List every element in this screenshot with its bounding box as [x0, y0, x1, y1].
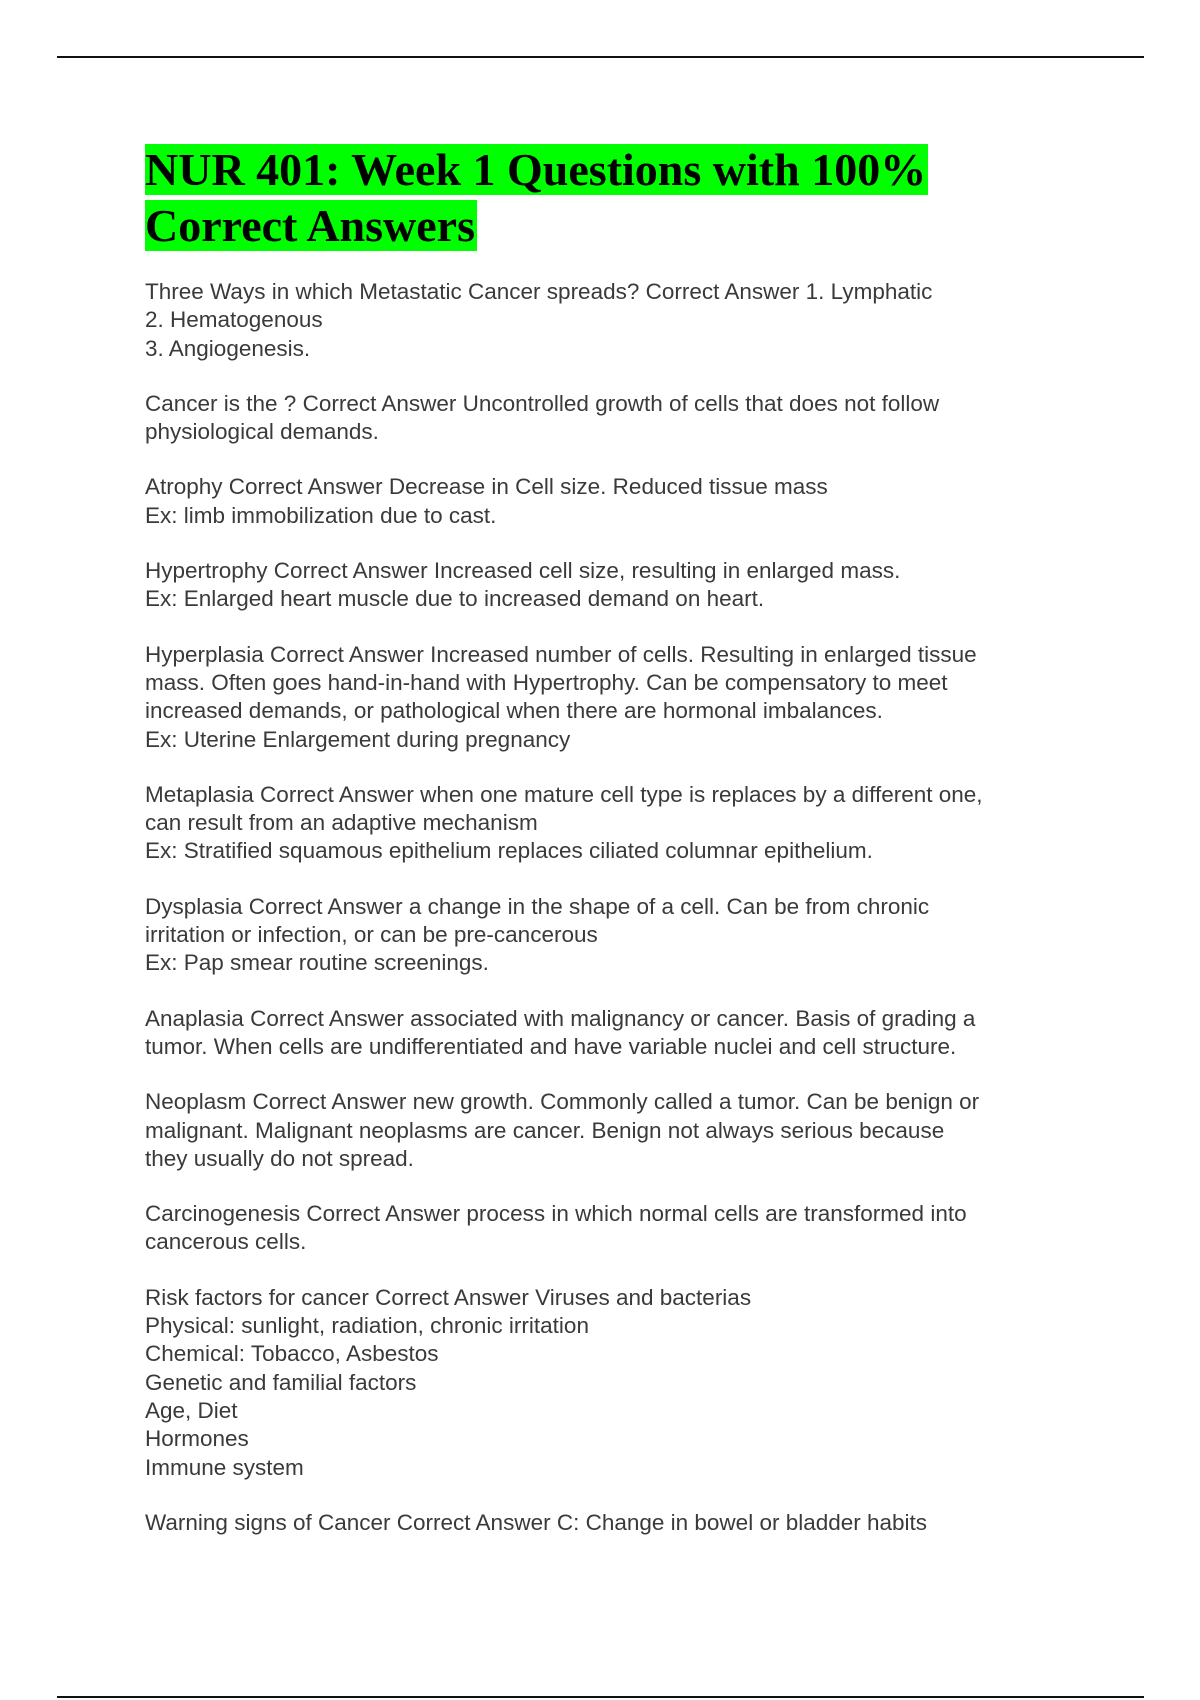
qa-item	[145, 641, 1065, 754]
qa-line: Atrophy Correct Answer Decrease in Cell size. Reduced tissue mass	[145, 474, 828, 500]
qa-line: Hypertrophy Correct Answer Increased cell size, resulting in enlarged mass.	[145, 558, 901, 584]
qa-line: Chemical: Tobacco, Asbestos	[145, 1341, 439, 1367]
qa-line: Neoplasm Correct Answer new growth. Commonly called a tumor. Can be benign or	[145, 1089, 980, 1115]
qa-line: Immune system	[145, 1454, 304, 1480]
document-title	[145, 142, 1065, 254]
qa-line: Ex: Stratified squamous epithelium replaces ciliated columnar epithelium.	[145, 838, 873, 864]
qa-item	[145, 893, 1065, 978]
qa-line: Hyperplasia Correct Answer Increased number of cells. Resulting in enlarged tissue	[145, 641, 977, 667]
qa-item	[145, 390, 1065, 447]
qa-item	[145, 1200, 1065, 1257]
qa-item	[145, 1509, 1065, 1537]
title-highlight	[145, 144, 928, 251]
qa-line: mass. Often goes hand-in-hand with Hypertrophy. Can be compensatory to meet	[145, 669, 948, 695]
document-body	[145, 142, 1065, 1564]
qa-line: Metaplasia Correct Answer when one mature cell type is replaces by a different one,	[145, 781, 983, 807]
qa-line: Warning signs of Cancer Correct Answer C: Change in bowel or bladder habits	[145, 1509, 928, 1535]
qa-line: cancerous cells.	[145, 1229, 307, 1255]
qa-item	[145, 1284, 1065, 1482]
qa-line: increased demands, or pathological when there are hormonal imbalances.	[145, 698, 883, 724]
qa-list	[145, 278, 1065, 1537]
qa-line: Genetic and familial factors	[145, 1369, 417, 1395]
qa-line: Ex: Pap smear routine screenings.	[145, 950, 489, 976]
qa-item	[145, 781, 1065, 866]
qa-line: Age, Diet	[145, 1397, 238, 1423]
title-line-1: NUR 401: Week 1 Questions with 100%	[145, 144, 927, 195]
bottom-rule	[57, 1696, 1144, 1698]
qa-line: malignant. Malignant neoplasms are cancer. Benign not always serious because	[145, 1117, 945, 1143]
qa-line: Dysplasia Correct Answer a change in the shape of a cell. Can be from chronic	[145, 893, 930, 919]
qa-item	[145, 1088, 1065, 1173]
qa-line: can result from an adaptive mechanism	[145, 810, 538, 836]
qa-line: Physical: sunlight, radiation, chronic irritation	[145, 1313, 589, 1339]
qa-line: Ex: Uterine Enlargement during pregnancy	[145, 726, 571, 752]
top-rule	[57, 56, 1144, 58]
qa-line: Hormones	[145, 1426, 249, 1452]
qa-line: Ex: Enlarged heart muscle due to increased demand on heart.	[145, 586, 765, 612]
qa-item	[145, 473, 1065, 530]
qa-line: Cancer is the ? Correct Answer Uncontrolled growth of cells that does not follow	[145, 390, 940, 416]
qa-line: tumor. When cells are undifferentiated and have variable nuclei and cell structure.	[145, 1033, 957, 1059]
qa-line: 2. Hematogenous	[145, 307, 323, 333]
title-line-2: Correct Answers	[145, 200, 475, 251]
qa-line: Ex: limb immobilization due to cast.	[145, 502, 497, 528]
qa-line: 3. Angiogenesis.	[145, 335, 311, 361]
qa-item	[145, 557, 1065, 614]
qa-item	[145, 278, 1065, 363]
qa-line: Anaplasia Correct Answer associated with malignancy or cancer. Basis of grading a	[145, 1005, 976, 1031]
qa-line: physiological demands.	[145, 419, 379, 445]
qa-line: Risk factors for cancer Correct Answer Viruses and bacterias	[145, 1284, 752, 1310]
qa-line: Carcinogenesis Correct Answer process in which normal cells are transformed into	[145, 1201, 967, 1227]
qa-line: irritation or infection, or can be pre-cancerous	[145, 922, 598, 948]
qa-line: Three Ways in which Metastatic Cancer spreads? Correct Answer 1. Lymphatic	[145, 279, 933, 304]
qa-item	[145, 1005, 1065, 1062]
qa-line: they usually do not spread.	[145, 1145, 414, 1171]
